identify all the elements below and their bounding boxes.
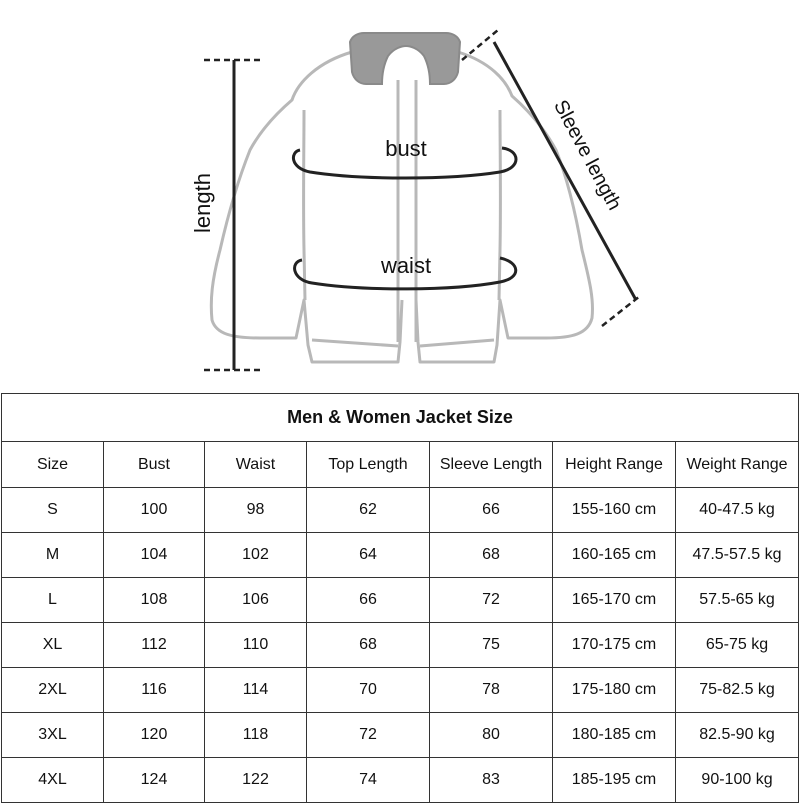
table-cell: 90-100 kg: [676, 758, 799, 803]
column-header: Height Range: [553, 442, 676, 488]
table-row: [2, 668, 799, 713]
table-cell: 78: [430, 668, 553, 713]
table-cell: 66: [307, 578, 430, 623]
table-cell: 75: [430, 623, 553, 668]
table-cell: 155-160 cm: [553, 488, 676, 533]
size-chart-table: [1, 393, 799, 803]
table-cell: 57.5-65 kg: [676, 578, 799, 623]
jacket-inner-right: [499, 110, 500, 300]
table-cell: 104: [104, 533, 205, 578]
table-cell: 108: [104, 578, 205, 623]
jacket-illustration: [0, 0, 800, 390]
table-cell: 80: [430, 713, 553, 758]
bust-label: bust: [385, 136, 427, 161]
table-cell: 114: [205, 668, 307, 713]
table-cell: 2XL: [2, 668, 104, 713]
table-cell: S: [2, 488, 104, 533]
table-cell: 170-175 cm: [553, 623, 676, 668]
table-row: [2, 623, 799, 668]
table-cell: XL: [2, 623, 104, 668]
jacket-measurement-diagram: [0, 0, 800, 390]
jacket-inner-left: [304, 110, 305, 300]
table-cell: 116: [104, 668, 205, 713]
table-cell: 3XL: [2, 713, 104, 758]
table-cell: 100: [104, 488, 205, 533]
table-cell: 68: [307, 623, 430, 668]
table-row: [2, 758, 799, 803]
table-cell: 165-170 cm: [553, 578, 676, 623]
table-cell: 175-180 cm: [553, 668, 676, 713]
table-cell: 124: [104, 758, 205, 803]
table-cell: 72: [307, 713, 430, 758]
jacket-outline: [211, 52, 592, 362]
table-cell: 65-75 kg: [676, 623, 799, 668]
table-cell: 110: [205, 623, 307, 668]
table-cell: 68: [430, 533, 553, 578]
table-cell: 122: [205, 758, 307, 803]
table-cell: 72: [430, 578, 553, 623]
table-cell: 98: [205, 488, 307, 533]
table-cell: 118: [205, 713, 307, 758]
table-cell: 120: [104, 713, 205, 758]
table-cell: 82.5-90 kg: [676, 713, 799, 758]
column-header: Top Length: [307, 442, 430, 488]
column-header: Waist: [205, 442, 307, 488]
table-cell: 106: [205, 578, 307, 623]
jacket-left-side: [211, 52, 402, 362]
table-cell: M: [2, 533, 104, 578]
jacket-hem: [312, 340, 494, 346]
table-row: [2, 488, 799, 533]
table-cell: 4XL: [2, 758, 104, 803]
table-cell: 64: [307, 533, 430, 578]
table-cell: 185-195 cm: [553, 758, 676, 803]
table-cell: 47.5-57.5 kg: [676, 533, 799, 578]
table-title: Men & Women Jacket Size: [2, 394, 799, 442]
table-cell: 70: [307, 668, 430, 713]
table-cell: 74: [307, 758, 430, 803]
sleeve-length-label: Sleeve length: [549, 96, 626, 214]
sleeve-length-ruler: [462, 30, 640, 326]
table-cell: 66: [430, 488, 553, 533]
jacket-collar: [350, 33, 460, 84]
column-header: Sleeve Length: [430, 442, 553, 488]
column-header: Size: [2, 442, 104, 488]
table-row: [2, 713, 799, 758]
table-header-row: [2, 442, 799, 488]
table-cell: 102: [205, 533, 307, 578]
table-cell: L: [2, 578, 104, 623]
column-header: Bust: [104, 442, 205, 488]
table-cell: 62: [307, 488, 430, 533]
table-cell: 180-185 cm: [553, 713, 676, 758]
table-row: [2, 578, 799, 623]
length-label: length: [190, 173, 215, 233]
table-row: [2, 533, 799, 578]
table-cell: 160-165 cm: [553, 533, 676, 578]
table-cell: 112: [104, 623, 205, 668]
table-cell: 83: [430, 758, 553, 803]
table-cell: 40-47.5 kg: [676, 488, 799, 533]
column-header: Weight Range: [676, 442, 799, 488]
waist-label: waist: [380, 253, 432, 278]
table-cell: 75-82.5 kg: [676, 668, 799, 713]
table-title-row: [2, 394, 799, 442]
